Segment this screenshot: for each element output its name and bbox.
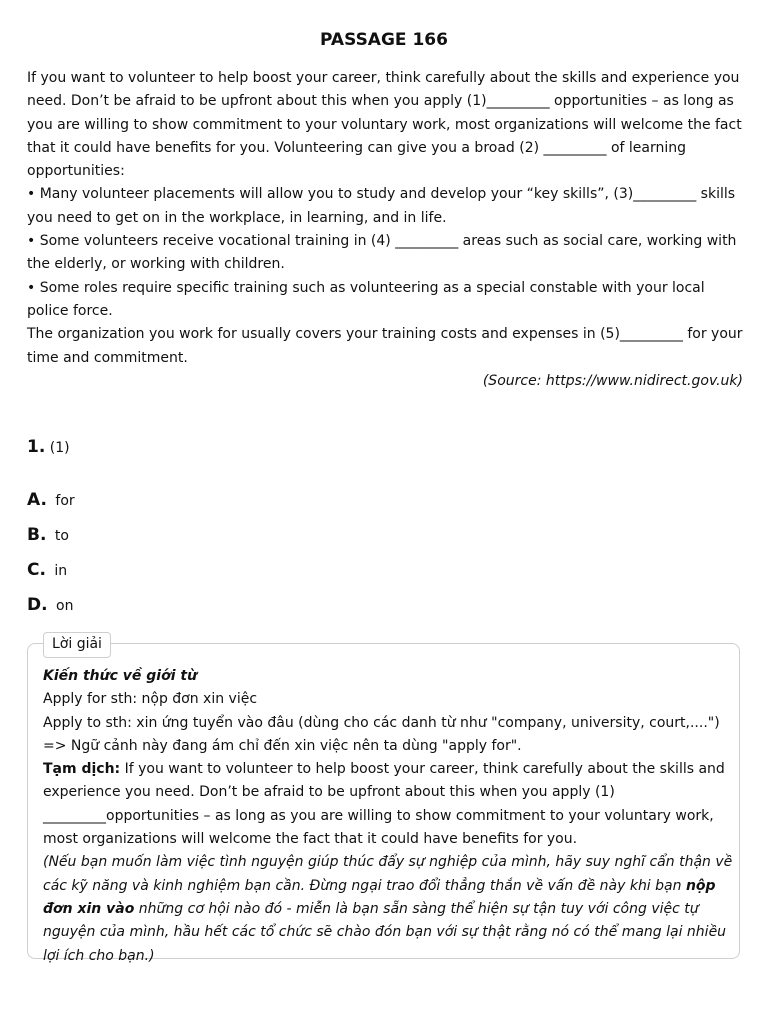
option-letter: D.: [27, 595, 48, 615]
solution-translation: [43, 758, 733, 851]
option-text: to: [54, 528, 69, 544]
solution-heading: Kiến thức về giới từ: [43, 668, 198, 684]
answer-option-a[interactable]: [27, 489, 75, 512]
option-text: in: [54, 563, 68, 579]
passage-bullet: • Some roles require specific training such as volunteering as a special constable with your local police force.: [27, 279, 705, 319]
solution-content: [43, 665, 733, 968]
option-letter: A.: [27, 490, 47, 510]
solution-line: Apply for sth: nộp đơn xin việc: [43, 691, 258, 708]
solution-label: Lời giải: [43, 632, 111, 658]
vi-text: (Nếu bạn muốn làm việc tình nguyện giúp thúc đẩy sự nghiệp của mình, hãy suy nghĩ cẩn thận về các kỹ năng và kinh nghiệm bạn cần. Đừng ngại trao đổi thẳng thắn về vấn đề này khi bạn: [43, 854, 733, 894]
translation-text: If you want to volunteer to help boost your career, think carefully about the skills and experience you need. Don’t be afraid to be upfront about this when you apply (1) _________opportunities – as long as you are willing to show commitment to your voluntary work, most organizations will welcome the fact that it could have benefits for you.: [43, 761, 725, 848]
vi-highlight: nộp đơn xin vào: [43, 877, 716, 917]
answer-option-b[interactable]: [27, 524, 69, 547]
question-prompt: [27, 436, 70, 459]
solution-line: => Ngữ cảnh này đang ám chỉ đến xin việc nên ta dùng "apply for".: [43, 737, 522, 754]
solution-vietnamese-translation: [43, 851, 733, 967]
answer-option-d[interactable]: [27, 594, 73, 617]
vi-text: những cơ hội nào đó - miễn là bạn sẵn sàng thể hiện sự tận tuy với công việc tự nguyện của mình, hầu hết các tổ chức sẽ chào đón bạn với sự thật rằng nó có thể mang lại nhiều lợi ích cho bạn.): [43, 900, 727, 964]
passage-bullet: • Many volunteer placements will allow you to study and develop your “key skills”, (3)_________ skills you need to get on in the workplace, in learning, and in life.: [27, 186, 736, 226]
question-number: 1.: [27, 437, 46, 457]
option-text: on: [56, 598, 74, 614]
passage-title: PASSAGE 166: [320, 30, 448, 50]
passage-bullet: • Some volunteers receive vocational training in (4) _________ areas such as social care, working with the elderly, or working with children.: [27, 233, 737, 273]
option-letter: B.: [27, 525, 47, 545]
option-letter: C.: [27, 560, 46, 580]
solution-line: Apply to sth: xin ứng tuyển vào đâu (dùng cho các danh từ như "company, university, court,...."): [43, 714, 720, 731]
passage-paragraph: If you want to volunteer to help boost your career, think carefully about the skills and experience you need. Don’t be afraid to be upfront about this when you apply (1)_________ opportunities – as long as you are willing to show commitment to your voluntary work, most organizations will welcome the fact that it could have benefits for you. Volunteering can give you a broad (2) _________ of learning opportunities:: [27, 70, 742, 180]
answer-option-c[interactable]: [27, 559, 67, 582]
question-text: (1): [49, 440, 70, 456]
translation-label: Tạm dịch:: [43, 761, 121, 778]
passage-text: [27, 67, 743, 393]
passage-source: (Source: https://www.nidirect.gov.uk): [482, 372, 743, 389]
option-text: for: [55, 493, 75, 509]
passage-paragraph: The organization you work for usually covers your training costs and expenses in (5)_________ for your time and commitment.: [27, 326, 743, 366]
